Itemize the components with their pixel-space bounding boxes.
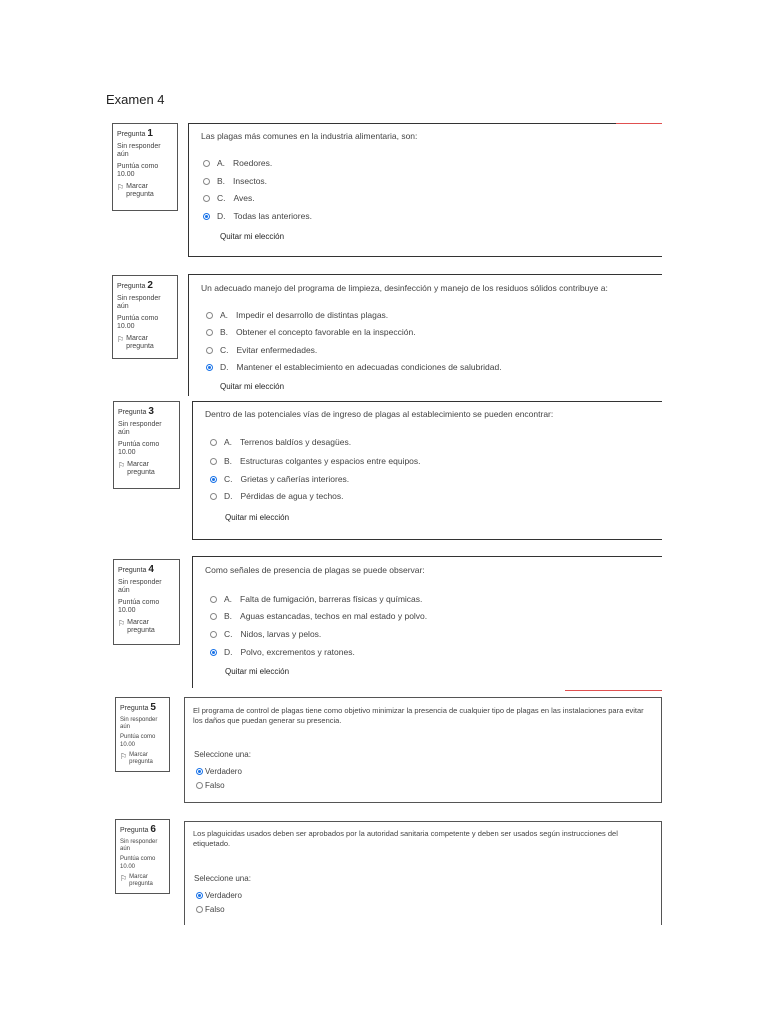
flag-question-button[interactable]: ⚐ Marcar pregunta	[120, 751, 153, 765]
flag-icon: ⚐	[117, 334, 125, 344]
radio-icon[interactable]	[203, 195, 210, 202]
question-number: 5	[150, 702, 156, 713]
question-text: Los plaguicidas usados deben ser aprobados por la autoridad sanitaria competente y deben ser usados según instrucciones del etiquetado.	[193, 829, 618, 849]
select-one-label: Seleccione una:	[194, 750, 251, 759]
clear-choice-link[interactable]: Quitar mi elección	[220, 232, 285, 241]
option-c[interactable]: C. Aves.	[203, 193, 255, 203]
flag-icon: ⚐	[120, 873, 128, 883]
page-title: Examen 4	[106, 92, 165, 107]
radio-icon[interactable]	[206, 347, 213, 354]
flag-question-button[interactable]: ⚐ Marcar pregunta	[117, 334, 154, 350]
option-c[interactable]: C. Evitar enfermedades.	[206, 345, 317, 355]
option-false[interactable]: Falso	[196, 905, 225, 914]
radio-icon[interactable]	[206, 312, 213, 319]
select-one-label: Seleccione una:	[194, 874, 251, 883]
question-number: 4	[148, 564, 154, 575]
radio-icon[interactable]	[203, 178, 210, 185]
option-b[interactable]: B. Aguas estancadas, techos en mal estado y polvo.	[210, 611, 427, 621]
question-score: Puntúa como 10.00	[118, 440, 160, 457]
question-score: Puntúa como 10.00	[120, 856, 156, 870]
option-b[interactable]: B. Insectos.	[203, 176, 267, 186]
question-status: Sin responder aún	[118, 579, 162, 595]
question-number: 2	[147, 280, 153, 291]
question-score: Puntúa como 10.00	[118, 598, 160, 615]
question-info-4: Pregunta 4 Sin responder aún Puntúa como 10.00 ⚐ Marcar pregunta	[113, 559, 180, 645]
radio-checked-icon[interactable]	[203, 213, 210, 220]
question-text: El programa de control de plagas tiene como objetivo minimizar la presencia de cualquier tipo de plagas en las instalaciones para evitar los daños que puedan generar su presencia.	[193, 706, 644, 726]
option-d[interactable]: D. Todas las anteriores.	[203, 211, 312, 221]
question-info-5: Pregunta 5 Sin responder aún Puntúa como 10.00 ⚐ Marcar pregunta	[115, 697, 170, 772]
flag-question-button[interactable]: ⚐ Marcar pregunta	[117, 182, 154, 198]
option-a[interactable]: A. Roedores.	[203, 158, 272, 168]
question-score: Puntúa como 10.00	[117, 314, 159, 331]
clear-choice-link[interactable]: Quitar mi elección	[225, 513, 290, 522]
question-status: Sin responder aún	[118, 421, 162, 437]
question-text: Dentro de las potenciales vías de ingreso de plagas al establecimiento se pueden encontrar:	[205, 409, 554, 419]
radio-icon[interactable]	[210, 439, 217, 446]
question-status: Sin responder aún	[120, 839, 158, 853]
radio-icon[interactable]	[203, 160, 210, 167]
question-info-1: Pregunta 1 Sin responder aún Puntúa como 10.00 ⚐ Marcar pregunta	[112, 123, 178, 211]
radio-icon[interactable]	[210, 493, 217, 500]
question-status: Sin responder aún	[117, 143, 161, 159]
radio-checked-icon[interactable]	[210, 476, 217, 483]
option-a[interactable]: A. Impedir el desarrollo de distintas plagas.	[206, 310, 388, 320]
option-d[interactable]: D. Mantener el establecimiento en adecuadas condiciones de salubridad.	[206, 362, 502, 372]
question-text: Como señales de presencia de plagas se puede observar:	[205, 565, 425, 575]
option-a[interactable]: A. Falta de fumigación, barreras físicas y químicas.	[210, 594, 422, 604]
question-text: Las plagas más comunes en la industria alimentaria, son:	[201, 131, 418, 141]
question-number: 1	[147, 128, 153, 139]
red-mark	[616, 123, 662, 124]
radio-checked-icon[interactable]	[196, 768, 203, 775]
option-c[interactable]: C. Nidos, larvas y pelos.	[210, 629, 321, 639]
radio-icon[interactable]	[210, 596, 217, 603]
flag-icon: ⚐	[118, 460, 126, 470]
question-number: 6	[150, 824, 156, 835]
option-c[interactable]: C. Grietas y cañerías interiores.	[210, 474, 349, 484]
flag-icon: ⚐	[117, 182, 125, 192]
option-false[interactable]: Falso	[196, 781, 225, 790]
clear-choice-link[interactable]: Quitar mi elección	[220, 382, 285, 391]
radio-checked-icon[interactable]	[196, 892, 203, 899]
question-status: Sin responder aún	[117, 295, 161, 311]
radio-icon[interactable]	[210, 613, 217, 620]
question-info-3: Pregunta 3 Sin responder aún Puntúa como 10.00 ⚐ Marcar pregunta	[113, 401, 180, 489]
radio-icon[interactable]	[196, 906, 203, 913]
option-true[interactable]: Verdadero	[196, 767, 242, 776]
radio-checked-icon[interactable]	[206, 364, 213, 371]
question-number: 3	[148, 406, 154, 417]
option-a[interactable]: A. Terrenos baldíos y desagües.	[210, 437, 351, 447]
flag-question-button[interactable]: ⚐ Marcar pregunta	[120, 873, 153, 887]
question-score: Puntúa como 10.00	[120, 734, 156, 748]
option-b[interactable]: B. Estructuras colgantes y espacios entre equipos.	[210, 456, 421, 466]
flag-icon: ⚐	[118, 618, 126, 628]
radio-icon[interactable]	[196, 782, 203, 789]
question-status: Sin responder aún	[120, 717, 158, 731]
option-b[interactable]: B. Obtener el concepto favorable en la inspección.	[206, 327, 416, 337]
radio-icon[interactable]	[210, 631, 217, 638]
question-text: Un adecuado manejo del programa de limpieza, desinfección y manejo de los residuos sólidos contribuye a:	[201, 283, 608, 293]
question-info-2: Pregunta 2 Sin responder aún Puntúa como 10.00 ⚐ Marcar pregunta	[112, 275, 178, 359]
radio-icon[interactable]	[210, 458, 217, 465]
flag-question-button[interactable]: ⚐ Marcar pregunta	[118, 618, 155, 634]
red-mark	[565, 690, 662, 691]
option-true[interactable]: Verdadero	[196, 891, 242, 900]
radio-checked-icon[interactable]	[210, 649, 217, 656]
question-info-6: Pregunta 6 Sin responder aún Puntúa como 10.00 ⚐ Marcar pregunta	[115, 819, 170, 894]
question-score: Puntúa como 10.00	[117, 162, 159, 179]
option-d[interactable]: D. Pérdidas de agua y techos.	[210, 491, 344, 501]
flag-question-button[interactable]: ⚐ Marcar pregunta	[118, 460, 155, 476]
option-d[interactable]: D. Polvo, excrementos y ratones.	[210, 647, 355, 657]
clear-choice-link[interactable]: Quitar mi elección	[225, 667, 290, 676]
flag-icon: ⚐	[120, 751, 128, 761]
radio-icon[interactable]	[206, 329, 213, 336]
